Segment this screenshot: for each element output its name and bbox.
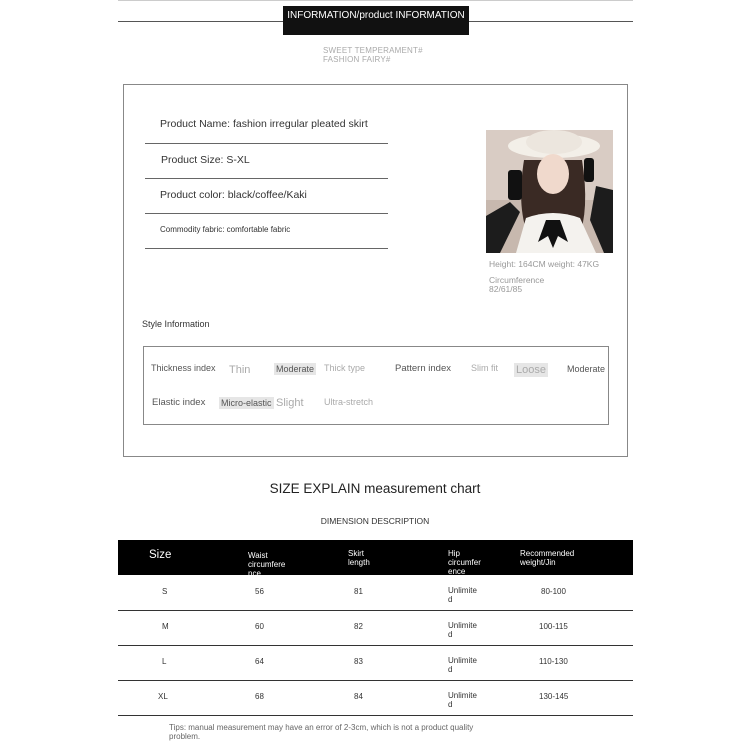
tagline-1: SWEET TEMPERAMENT# xyxy=(323,46,423,55)
divider xyxy=(145,248,388,249)
divider xyxy=(145,213,388,214)
header-hip: Hip circumfer ence xyxy=(448,549,481,576)
elastic-option-micro: Micro-elastic xyxy=(221,398,272,408)
pattern-label: Pattern index xyxy=(395,363,451,374)
cell-weight: 130-145 xyxy=(539,692,569,701)
info-header xyxy=(283,6,469,35)
row-divider xyxy=(118,680,633,681)
thickness-option-thick: Thick type xyxy=(324,363,366,373)
model-photo xyxy=(486,130,613,253)
model-height-weight: Height: 164CM weight: 47KG xyxy=(489,259,600,269)
cell-waist: 56 xyxy=(255,587,264,596)
cell-waist: 60 xyxy=(255,622,264,631)
header-waist: Waist circumfere nce xyxy=(248,551,286,578)
cell-hip: Unlimite d xyxy=(448,691,477,709)
cell-hip: Unlimite d xyxy=(448,656,477,674)
cell-size: XL xyxy=(158,692,168,701)
style-info-title: Style Information xyxy=(142,319,210,329)
cell-weight: 80-100 xyxy=(541,587,566,596)
tagline-2: FASHION FAIRY# xyxy=(323,55,391,64)
size-table-header xyxy=(118,540,633,578)
top-border xyxy=(118,0,633,1)
style-info-box xyxy=(143,346,609,425)
cell-length: 83 xyxy=(354,657,363,666)
size-chart-title: SIZE EXPLAIN measurement chart xyxy=(269,481,481,496)
product-name: Product Name: fashion irregular pleated skirt xyxy=(160,118,368,130)
pattern-option-moderate: Moderate xyxy=(567,364,606,374)
cell-hip: Unlimite d xyxy=(448,586,477,604)
divider xyxy=(145,178,388,179)
header-skirt-length: Skirt length xyxy=(348,549,370,567)
row-divider xyxy=(118,715,633,716)
product-color: Product color: black/coffee/Kaki xyxy=(160,189,307,201)
cell-size: M xyxy=(162,622,169,631)
pattern-option-slim: Slim fit xyxy=(471,363,498,373)
cell-length: 84 xyxy=(354,692,363,701)
cell-size: S xyxy=(162,587,168,596)
cell-waist: 68 xyxy=(255,692,264,701)
product-size: Product Size: S-XL xyxy=(161,154,250,166)
thickness-label: Thickness index xyxy=(151,363,216,373)
product-fabric: Commodity fabric: comfortable fabric xyxy=(160,225,291,234)
info-header-title: INFORMATION/product INFORMATION xyxy=(287,10,465,21)
row-divider xyxy=(118,645,633,646)
cell-length: 82 xyxy=(354,622,363,631)
cell-size: L xyxy=(162,657,167,666)
elastic-option-slight: Slight xyxy=(276,397,304,409)
dimension-description: DIMENSION DESCRIPTION xyxy=(320,516,430,526)
divider xyxy=(145,143,388,144)
cell-waist: 64 xyxy=(255,657,264,666)
row-divider xyxy=(118,610,633,611)
cell-length: 81 xyxy=(354,587,363,596)
elastic-option-ultra: Ultra-stretch xyxy=(324,397,374,407)
model-circumference-label: Circumference xyxy=(489,275,545,285)
cell-weight: 110-130 xyxy=(539,657,568,666)
pattern-option-loose: Loose xyxy=(516,364,546,376)
thickness-option-moderate: Moderate xyxy=(276,364,315,374)
model-circumference-value: 82/61/85 xyxy=(489,284,523,294)
cell-weight: 100-115 xyxy=(539,622,568,631)
cell-hip: Unlimite d xyxy=(448,621,477,639)
measurement-tips: Tips: manual measurement may have an error of 2-3cm, which is not a product quality problem. xyxy=(169,723,474,741)
header-size: Size xyxy=(149,549,172,561)
elastic-label: Elastic index xyxy=(152,397,206,408)
thickness-option-thin: Thin xyxy=(229,364,251,376)
header-recommended-weight: Recommended weight/Jin xyxy=(520,549,575,567)
